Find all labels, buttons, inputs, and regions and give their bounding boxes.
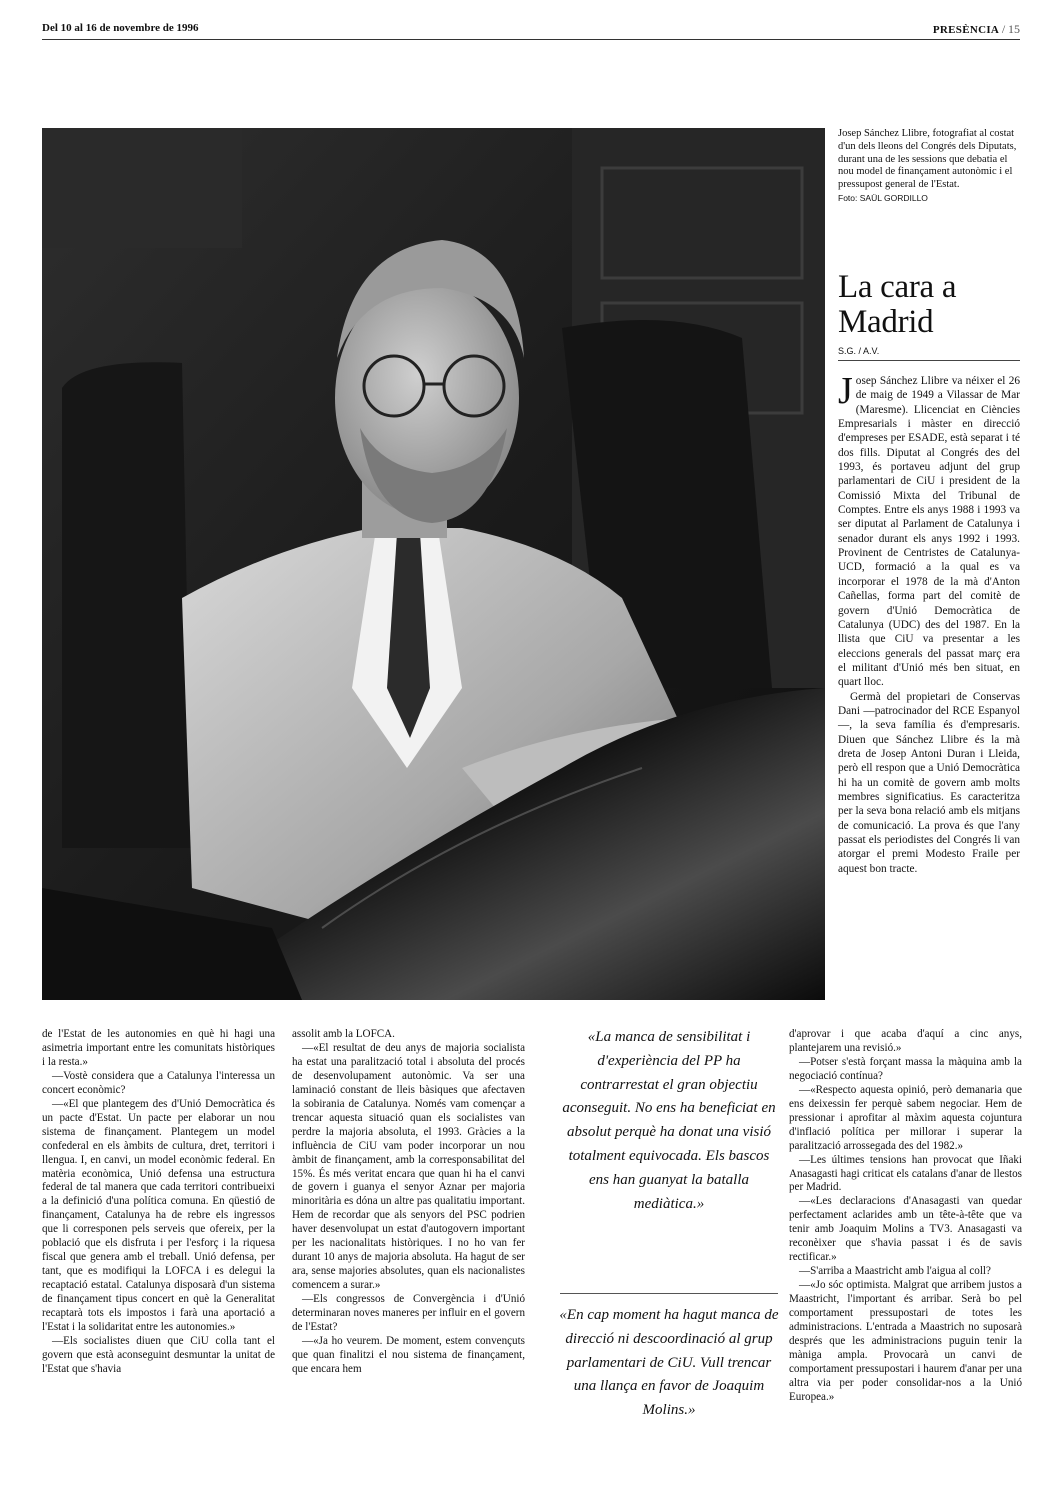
paragraph: —«El resultat de deu anys de majoria socialista ha estat una paralització total i absoluta del procés de desenvolupament autonòmic. Va ser una laminació constant de lleis bàsiques que afectaven la sobirania de Catalunya. Només vam començar a trencar aquesta situació quan els socialistes van perdre la majoria absoluta, el 1993. Gràcies a la influència de CiU vam poder incorporar un nou àmbit de finançament, amb la corresponsabilitat del 15%. És més veritat encara que quan hi ha el canvi de govern i guanya el senyor Aznar per majoria minoritària es dóna un altre pas qualitatiu important. Hem de recordar que als senyors del PSC podrien haver desenvolupat un estat d'autogovern important per les nacionalitats històriques. I no ho van fer durant 10 anys de majoria absoluta. Ha hagut de ser ara, sense majories absolutes, quan els nacionalistes comencem a surar.» <box>292 1041 525 1292</box>
paragraph: de l'Estat de les autonomies en què hi hagi una asimetria important entre les comunitats històriques i la resta.» <box>42 1028 275 1068</box>
quote-divider <box>560 1293 778 1294</box>
folio-separator: / <box>1001 22 1006 36</box>
bio-paragraph <box>838 370 1020 690</box>
photo-credit: Foto: SAÜL GORDILLO <box>838 192 928 203</box>
bio-text-1: osep Sánchez Llibre va néixer el 26 de maig de 1949 a Vilassar de Mar (Maresme). Llicenciat en Ciències Empresarials i màster en direcció d'empreses per ESADE, està separat i té dos fills. Diputat al Congrés des del 1993, és portaveu adjunt del grup parlamentari de CiU i president de la Comissió Mixta del Tribunal de Comptes. Entre els anys 1988 i 1993 va ser diputat al Parlament de Catalunya i senador durant els anys 1992 i 1993. Provinent de Centristes de Catalunya-UCD, formació a la qual es va incorporar el 1978 de la mà d'Anton Cañellas, forma part del comitè de govern d'Unió Democràtica de Catalunya (UDC) des del 1987. En la llista que CiU va presentar a les eleccions generals del passat març era el militant d'Unió més ben situat, en quart lloc. <box>838 375 1020 689</box>
pull-quote-1: «La manca de sensibilitat i d'experiència del PP ha contrarrestat el gran objectiu aconseguit. No ens ha beneficiat en absolut perquè ha donat una visió totalment equivocada. Els bascos ens han guanyat la batalla mediàtica.» <box>562 1029 776 1212</box>
body-column-4 <box>789 1028 1022 1405</box>
byline: S.G. / A.V. <box>838 346 1020 361</box>
drop-cap: J <box>838 370 853 412</box>
bio-sidebar <box>838 370 1020 876</box>
publication-folio <box>933 22 1020 37</box>
paragraph: —«Les declaracions d'Anasagasti van quedar perfectament aclarides amb un tête-à-tête que va tenir amb Joaquim Molins a TV3. Anasagasti va reconèixer que s'havia passat i és de savis rectificar.» <box>789 1195 1022 1264</box>
title-line-1: La cara a <box>838 269 957 305</box>
paragraph: —S'arriba a Maastricht amb l'aigua al coll? <box>799 1265 991 1278</box>
paragraph: —Potser s'està forçant massa la màquina amb la negociació contínua? <box>789 1055 1022 1082</box>
page-number: 15 <box>1008 22 1020 36</box>
paragraph: —«Jo sóc optimista. Malgrat que arribem justos a Maastricht, l'important és arribar. Serà bo pel comportament pressupostari de totes les administracions. L'entrada a Maastrich no suposarà després que les administracions puguin tenir la màniga ampla. Provocarà un canvi de comportament pressupostari i haurem d'anar per una altra via per poder consolidar-nos a la Unió Europea.» <box>789 1279 1022 1403</box>
issue-date: Del 10 al 16 de novembre de 1996 <box>42 22 199 34</box>
page-header <box>42 22 1020 40</box>
portrait-photo <box>42 128 825 1000</box>
body-column-1 <box>42 1028 275 1377</box>
article-title <box>838 270 1020 340</box>
paragraph: assolit amb la LOFCA. <box>292 1028 395 1040</box>
title-line-2: Madrid <box>838 304 934 340</box>
paragraph: —«Respecto aquesta opinió, però demanaria que ens deixessin fer perquè sabem negociar. Hem de pressionar i aprofitar al màxim aquesta cojuntura d'inflació política per millorar i superar la paralització arrossegada des del 1982.» <box>789 1083 1022 1152</box>
caption-text: Josep Sánchez Llibre, fotografiat al costat d'un dels lleons del Congrés dels Diputats, durant una de les sessions que debatia el nou model de finançament autonòmic i el pressupost general de l'Estat. <box>838 128 1017 191</box>
photo-caption <box>838 128 1020 205</box>
paragraph: —Els congressos de Convergència i d'Unió determinaran noves maneres per influir en el govern de l'Estat? <box>292 1293 525 1334</box>
body-column-2 <box>292 1028 525 1377</box>
paragraph: —«El que plantegem des d'Unió Democràtica és un pacte d'Estat. Un pacte per elaborar un nou sistema de finançament. Plantegem un model confederal en els àmbits de cultura, dret, territori i llengua. I, en canvi, un model econòmic federal. En matèria econòmica, Unió defensa una estructura federal de tal manera que cada territori contribueixi a la definició d'una política comuna. En qüestió de finançament, Catalunya ha de rebre els ingressos que li corresponen pels serveis que ofereix, per la població que els disfruta i per l'esforç i la riquesa fiscal que genera amb el treball. Unió defensa, per tant, que es modifiqui la LOFCA i es delegui la recaptació estatal. Catalunya disposarà d'un sistema de finançament tipus concert en què la Generalitat recaptarà tots els impostos i farà una aportació a l'Estat i la solidaritat entre les autonomies.» <box>42 1097 275 1334</box>
bio-paragraph: Germà del propietari de Conservas Dani —patrocinador del RCE Espanyol—, la seva família és d'empresaris. Diuen que Sánchez Llibre és la mà dreta de Josep Antoni Duran i Lleida, però ell respon que a Unió Democràtica hi ha un comitè de govern amb molts membres significatius. Es caracteritza per la seva bona relació amb els mitjans de comunicació. La prova és que l'any passat els periodistes del Congrés li van atorgar el premi Modesto Fraile per aquest bon tracte. <box>838 690 1020 875</box>
pull-quote-2: «En cap moment ha hagut manca de direcció ni descoordinació al grup parlamentari de CiU. Vull trencar una llança en favor de Joaquim Molins.» <box>559 1307 779 1419</box>
paragraph: —«Ja ho veurem. De moment, estem convençuts que quan finalitzi el nou sistema de finançament, que encara hem <box>292 1334 525 1375</box>
publication-name: PRESÈNCIA <box>932 24 1000 36</box>
paragraph: —Vostè considera que a Catalunya l'interessa un concert econòmic? <box>42 1069 275 1096</box>
paragraph: d'aprovar i que acaba d'aquí a cinc anys, plantejarem una revisió.» <box>789 1028 1022 1054</box>
paragraph: —Els socialistes diuen que CiU colla tant el govern que està aconseguint desmuntar la unitat de l'Estat que s'havia <box>42 1334 275 1375</box>
paragraph: —Les últimes tensions han provocat que Iñaki Anasagasti hagi criticat els catalans d'anar de llestos per Madrid. <box>789 1153 1022 1194</box>
